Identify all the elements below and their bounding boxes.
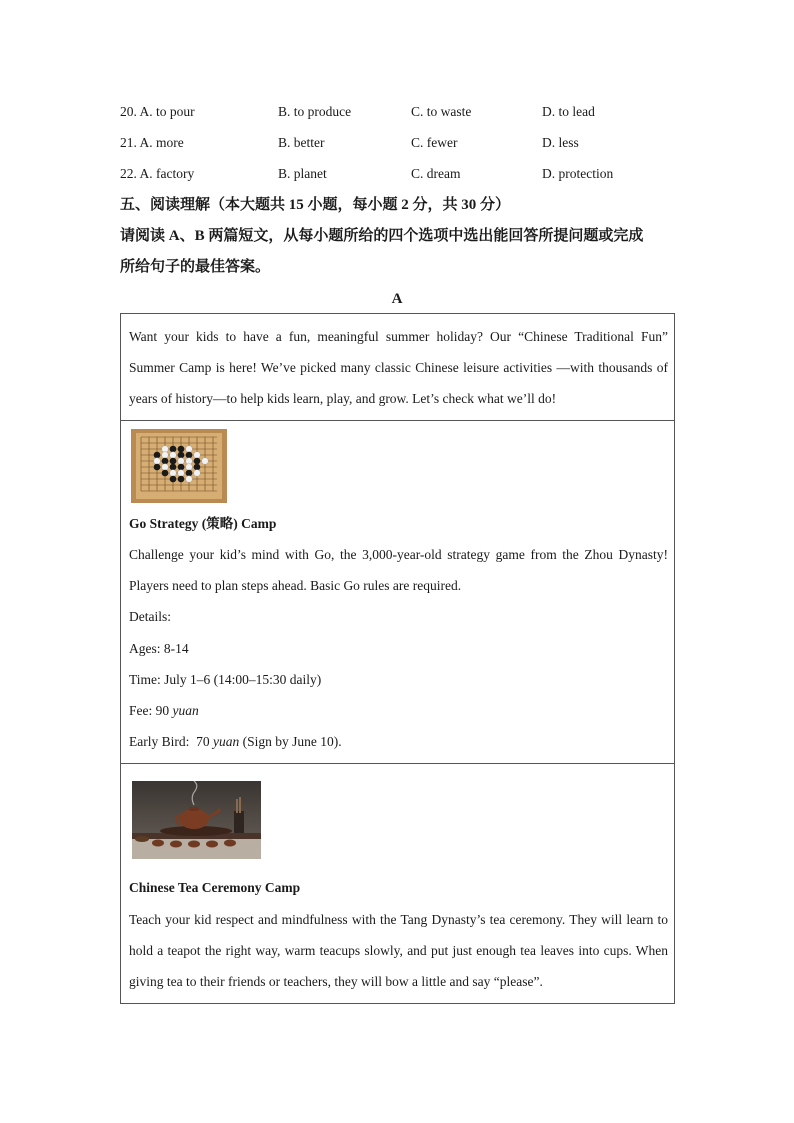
options-row-21 [120, 133, 680, 153]
option-21-d: D. less [542, 135, 579, 150]
option-22-b: B. planet [278, 166, 327, 181]
go-board-svg [131, 429, 227, 503]
go-board-image [131, 429, 227, 503]
option-20-d: D. to lead [542, 104, 595, 119]
go-time: Time: July 1–6 (14:00–15:30 daily) [129, 672, 322, 687]
option-20-c: C. to waste [411, 104, 472, 119]
passage-label: A [391, 291, 403, 307]
go-early-bird [129, 732, 342, 752]
intro-text: Want your kids to have a fun, meaningful summer holiday? Our “Chinese Traditional Fun” Summer Camp is here! We’ve picked many classic Chinese leisure activities —with thousands of years of history—to help kids learn, play, and grow. Let’s check what we’ll do! [129, 329, 668, 406]
section-instruction-2: 所给句子的最佳答案。 [120, 259, 271, 275]
go-ages: Ages: 8-14 [129, 641, 189, 656]
go-early-suffix: (Sign by June 10). [239, 734, 342, 749]
option-22-a: 22. A. factory [120, 166, 195, 181]
tea-ceremony-image [132, 781, 261, 859]
option-21-a: 21. A. more [120, 135, 184, 150]
option-21-b: B. better [278, 135, 325, 150]
go-details-label: Details: [129, 609, 171, 624]
section-title: 五、阅读理解（本大题共 15 小题，每小题 2 分，共 30 分） [120, 197, 511, 213]
go-fee-unit: yuan [172, 703, 199, 718]
go-camp-desc: Challenge your kid’s mind with Go, the 3,000-year-old strategy game from the Zhou Dynasty! Players need to plan steps ahead. Basic Go rules are required. [129, 547, 668, 593]
go-fee [129, 701, 199, 721]
option-21-c: C. fewer [411, 135, 458, 150]
options-row-22 [120, 164, 680, 184]
tea-camp-title: Chinese Tea Ceremony Camp [129, 880, 301, 895]
option-20-a: 20. A. to pour [120, 104, 195, 119]
go-early-unit: yuan [213, 734, 240, 749]
option-20-b: B. to produce [278, 104, 352, 119]
options-row-20 [120, 102, 680, 122]
option-22-d: D. protection [542, 166, 614, 181]
go-early-prefix: Early Bird: 70 [129, 734, 213, 749]
go-camp-title: Go Strategy (策略) Camp [129, 516, 277, 531]
go-fee-prefix: Fee: 90 [129, 703, 173, 718]
option-22-c: C. dream [411, 166, 461, 181]
section-instruction-1: 请阅读 A、B 两篇短文，从每小题所给的四个选项中选出能回答所提问题或完成 [120, 228, 644, 244]
tea-ceremony-svg [132, 781, 261, 859]
tea-camp-desc: Teach your kid respect and mindfulness with the Tang Dynasty’s tea ceremony. They will learn to hold a teapot the right way, warm teacups slowly, and put just enough tea leaves into cups. When giving tea to their friends or teachers, they will bow a little and say “please”. [129, 912, 668, 989]
